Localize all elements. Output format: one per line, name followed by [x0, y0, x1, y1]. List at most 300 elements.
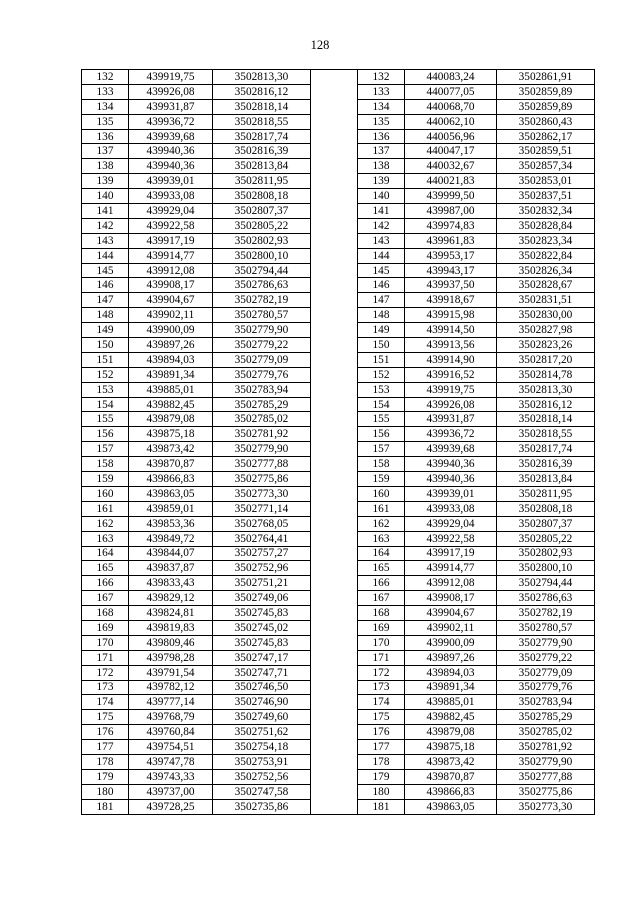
left-point-number-cell: 176	[82, 725, 129, 740]
left-point-number-cell: 175	[82, 710, 129, 725]
left-coordinate-y-cell: 3502779,90	[213, 442, 311, 457]
column-separator	[311, 665, 358, 680]
left-point-number-cell: 153	[82, 382, 129, 397]
table-row	[82, 233, 595, 248]
right-coordinate-x-cell: 439919,75	[405, 382, 497, 397]
right-point-number-cell: 163	[358, 531, 405, 546]
left-point-number-cell: 164	[82, 546, 129, 561]
left-coordinate-x-cell: 439917,19	[129, 233, 213, 248]
table-row	[82, 576, 595, 591]
left-coordinate-x-cell: 439875,18	[129, 427, 213, 442]
left-point-number-cell: 144	[82, 248, 129, 263]
left-coordinate-x-cell: 439798,28	[129, 650, 213, 665]
left-point-number-cell: 160	[82, 486, 129, 501]
left-point-number-cell: 165	[82, 561, 129, 576]
right-point-number-cell: 179	[358, 769, 405, 784]
column-separator	[311, 338, 358, 353]
right-coordinate-y-cell: 3502818,14	[497, 412, 595, 427]
table-row	[82, 650, 595, 665]
left-coordinate-y-cell: 3502752,56	[213, 769, 311, 784]
right-coordinate-y-cell: 3502862,17	[497, 129, 595, 144]
left-coordinate-x-cell: 439737,00	[129, 784, 213, 799]
right-point-number-cell: 150	[358, 338, 405, 353]
left-point-number-cell: 172	[82, 665, 129, 680]
column-separator	[311, 84, 358, 99]
left-coordinate-x-cell: 439939,01	[129, 174, 213, 189]
right-point-number-cell: 148	[358, 308, 405, 323]
right-coordinate-y-cell: 3502830,00	[497, 308, 595, 323]
right-coordinate-x-cell: 440021,83	[405, 174, 497, 189]
right-coordinate-y-cell: 3502837,51	[497, 189, 595, 204]
right-coordinate-x-cell: 439870,87	[405, 769, 497, 784]
column-separator	[311, 367, 358, 382]
right-coordinate-x-cell: 439913,56	[405, 338, 497, 353]
table-row	[82, 159, 595, 174]
table-row	[82, 799, 595, 814]
right-coordinate-x-cell: 439999,50	[405, 189, 497, 204]
table-row	[82, 189, 595, 204]
right-coordinate-y-cell: 3502817,20	[497, 352, 595, 367]
left-point-number-cell: 179	[82, 769, 129, 784]
left-coordinate-x-cell: 439908,17	[129, 278, 213, 293]
left-coordinate-x-cell: 439914,77	[129, 248, 213, 263]
left-point-number-cell: 139	[82, 174, 129, 189]
right-coordinate-y-cell: 3502859,51	[497, 144, 595, 159]
left-coordinate-y-cell: 3502813,84	[213, 159, 311, 174]
table-row	[82, 114, 595, 129]
right-point-number-cell: 166	[358, 576, 405, 591]
column-separator	[311, 620, 358, 635]
left-point-number-cell: 154	[82, 397, 129, 412]
column-separator	[311, 248, 358, 263]
right-point-number-cell: 153	[358, 382, 405, 397]
right-coordinate-x-cell: 439917,19	[405, 546, 497, 561]
left-coordinate-x-cell: 439900,09	[129, 323, 213, 338]
table-row	[82, 397, 595, 412]
right-coordinate-y-cell: 3502805,22	[497, 531, 595, 546]
right-coordinate-y-cell: 3502859,89	[497, 84, 595, 99]
column-separator	[311, 323, 358, 338]
left-coordinate-x-cell: 439882,45	[129, 397, 213, 412]
right-coordinate-x-cell: 439914,50	[405, 323, 497, 338]
left-point-number-cell: 162	[82, 516, 129, 531]
column-separator	[311, 204, 358, 219]
left-point-number-cell: 140	[82, 189, 129, 204]
right-point-number-cell: 172	[358, 665, 405, 680]
left-coordinate-x-cell: 439866,83	[129, 472, 213, 487]
right-coordinate-y-cell: 3502857,34	[497, 159, 595, 174]
left-coordinate-y-cell: 3502811,95	[213, 174, 311, 189]
table-row	[82, 591, 595, 606]
left-coordinate-y-cell: 3502751,62	[213, 725, 311, 740]
left-point-number-cell: 137	[82, 144, 129, 159]
left-coordinate-x-cell: 439844,07	[129, 546, 213, 561]
table-row	[82, 308, 595, 323]
column-separator	[311, 486, 358, 501]
left-point-number-cell: 149	[82, 323, 129, 338]
column-separator	[311, 70, 358, 85]
right-coordinate-y-cell: 3502779,90	[497, 635, 595, 650]
left-coordinate-y-cell: 3502745,02	[213, 620, 311, 635]
left-coordinate-y-cell: 3502800,10	[213, 248, 311, 263]
right-coordinate-y-cell: 3502779,76	[497, 680, 595, 695]
left-coordinate-y-cell: 3502745,83	[213, 635, 311, 650]
left-point-number-cell: 178	[82, 754, 129, 769]
left-point-number-cell: 157	[82, 442, 129, 457]
left-point-number-cell: 152	[82, 367, 129, 382]
right-point-number-cell: 181	[358, 799, 405, 814]
right-point-number-cell: 142	[358, 218, 405, 233]
table-row	[82, 606, 595, 621]
left-point-number-cell: 158	[82, 457, 129, 472]
right-coordinate-x-cell: 439926,08	[405, 397, 497, 412]
column-separator	[311, 472, 358, 487]
table-row	[82, 99, 595, 114]
right-coordinate-y-cell: 3502831,51	[497, 293, 595, 308]
right-coordinate-y-cell: 3502783,94	[497, 695, 595, 710]
table-row	[82, 620, 595, 635]
right-point-number-cell: 155	[358, 412, 405, 427]
table-row	[82, 174, 595, 189]
left-coordinate-y-cell: 3502780,57	[213, 308, 311, 323]
column-separator	[311, 457, 358, 472]
table-row	[82, 695, 595, 710]
right-point-number-cell: 167	[358, 591, 405, 606]
left-coordinate-x-cell: 439929,04	[129, 204, 213, 219]
right-point-number-cell: 151	[358, 352, 405, 367]
table-row	[82, 501, 595, 516]
right-coordinate-y-cell: 3502800,10	[497, 561, 595, 576]
column-separator	[311, 382, 358, 397]
right-point-number-cell: 159	[358, 472, 405, 487]
right-coordinate-y-cell: 3502794,44	[497, 576, 595, 591]
right-coordinate-x-cell: 439897,26	[405, 650, 497, 665]
left-coordinate-y-cell: 3502817,74	[213, 129, 311, 144]
table-row	[82, 204, 595, 219]
left-coordinate-y-cell: 3502785,02	[213, 412, 311, 427]
right-coordinate-x-cell: 439908,17	[405, 591, 497, 606]
right-coordinate-x-cell: 439914,90	[405, 352, 497, 367]
right-coordinate-x-cell: 439915,98	[405, 308, 497, 323]
right-coordinate-x-cell: 440068,70	[405, 99, 497, 114]
left-point-number-cell: 156	[82, 427, 129, 442]
column-separator	[311, 412, 358, 427]
table-row	[82, 144, 595, 159]
right-coordinate-x-cell: 439922,58	[405, 531, 497, 546]
right-point-number-cell: 141	[358, 204, 405, 219]
left-coordinate-y-cell: 3502785,29	[213, 397, 311, 412]
right-coordinate-x-cell: 439929,04	[405, 516, 497, 531]
column-separator	[311, 233, 358, 248]
table-row	[82, 338, 595, 353]
left-coordinate-x-cell: 439931,87	[129, 99, 213, 114]
right-point-number-cell: 164	[358, 546, 405, 561]
column-separator	[311, 710, 358, 725]
right-coordinate-x-cell: 439902,11	[405, 620, 497, 635]
column-separator	[311, 680, 358, 695]
table-row	[82, 725, 595, 740]
left-point-number-cell: 159	[82, 472, 129, 487]
right-coordinate-y-cell: 3502777,88	[497, 769, 595, 784]
left-coordinate-y-cell: 3502779,22	[213, 338, 311, 353]
left-coordinate-x-cell: 439782,12	[129, 680, 213, 695]
right-coordinate-x-cell: 439891,34	[405, 680, 497, 695]
right-coordinate-y-cell: 3502816,39	[497, 457, 595, 472]
right-coordinate-y-cell: 3502826,34	[497, 263, 595, 278]
left-coordinate-x-cell: 439777,14	[129, 695, 213, 710]
left-point-number-cell: 151	[82, 352, 129, 367]
right-point-number-cell: 170	[358, 635, 405, 650]
left-point-number-cell: 134	[82, 99, 129, 114]
left-coordinate-x-cell: 439747,78	[129, 754, 213, 769]
table-row	[82, 412, 595, 427]
left-coordinate-y-cell: 3502805,22	[213, 218, 311, 233]
right-coordinate-y-cell: 3502827,98	[497, 323, 595, 338]
left-coordinate-y-cell: 3502757,27	[213, 546, 311, 561]
left-coordinate-x-cell: 439940,36	[129, 159, 213, 174]
left-point-number-cell: 167	[82, 591, 129, 606]
left-coordinate-x-cell: 439940,36	[129, 144, 213, 159]
left-coordinate-x-cell: 439837,87	[129, 561, 213, 576]
right-point-number-cell: 174	[358, 695, 405, 710]
page-number: 128	[310, 38, 330, 52]
right-point-number-cell: 171	[358, 650, 405, 665]
right-point-number-cell: 168	[358, 606, 405, 621]
left-coordinate-x-cell: 439819,83	[129, 620, 213, 635]
left-point-number-cell: 166	[82, 576, 129, 591]
left-point-number-cell: 180	[82, 784, 129, 799]
right-coordinate-y-cell: 3502813,84	[497, 472, 595, 487]
left-coordinate-y-cell: 3502735,86	[213, 799, 311, 814]
column-separator	[311, 159, 358, 174]
left-coordinate-x-cell: 439760,84	[129, 725, 213, 740]
table-row	[82, 278, 595, 293]
right-coordinate-y-cell: 3502782,19	[497, 606, 595, 621]
right-coordinate-y-cell: 3502861,91	[497, 70, 595, 85]
left-coordinate-y-cell: 3502754,18	[213, 740, 311, 755]
right-coordinate-x-cell: 439953,17	[405, 248, 497, 263]
coordinates-table-body	[82, 70, 595, 815]
left-coordinate-y-cell: 3502768,05	[213, 516, 311, 531]
column-separator	[311, 308, 358, 323]
left-coordinate-x-cell: 439897,26	[129, 338, 213, 353]
right-coordinate-x-cell: 439916,52	[405, 367, 497, 382]
right-point-number-cell: 161	[358, 501, 405, 516]
left-coordinate-y-cell: 3502807,37	[213, 204, 311, 219]
left-point-number-cell: 169	[82, 620, 129, 635]
right-coordinate-y-cell: 3502859,89	[497, 99, 595, 114]
right-coordinate-x-cell: 439882,45	[405, 710, 497, 725]
left-point-number-cell: 174	[82, 695, 129, 710]
right-coordinate-x-cell: 439894,03	[405, 665, 497, 680]
left-coordinate-x-cell: 439849,72	[129, 531, 213, 546]
table-row	[82, 293, 595, 308]
left-coordinate-y-cell: 3502802,93	[213, 233, 311, 248]
left-coordinate-x-cell: 439919,75	[129, 70, 213, 85]
column-separator	[311, 561, 358, 576]
column-separator	[311, 546, 358, 561]
right-coordinate-x-cell: 439863,05	[405, 799, 497, 814]
column-separator	[311, 99, 358, 114]
table-row	[82, 486, 595, 501]
column-separator	[311, 754, 358, 769]
right-coordinate-y-cell: 3502813,30	[497, 382, 595, 397]
right-point-number-cell: 180	[358, 784, 405, 799]
table-row	[82, 769, 595, 784]
right-point-number-cell: 156	[358, 427, 405, 442]
column-separator	[311, 442, 358, 457]
right-coordinate-x-cell: 439875,18	[405, 740, 497, 755]
table-row	[82, 754, 595, 769]
left-coordinate-y-cell: 3502813,30	[213, 70, 311, 85]
table-row	[82, 382, 595, 397]
left-coordinate-x-cell: 439728,25	[129, 799, 213, 814]
left-coordinate-x-cell: 439904,67	[129, 293, 213, 308]
left-coordinate-y-cell: 3502779,90	[213, 323, 311, 338]
right-coordinate-y-cell: 3502779,09	[497, 665, 595, 680]
right-coordinate-x-cell: 439987,00	[405, 204, 497, 219]
left-coordinate-y-cell: 3502779,09	[213, 352, 311, 367]
left-coordinate-y-cell: 3502747,71	[213, 665, 311, 680]
right-coordinate-x-cell: 439873,42	[405, 754, 497, 769]
right-point-number-cell: 147	[358, 293, 405, 308]
right-point-number-cell: 154	[358, 397, 405, 412]
right-point-number-cell: 139	[358, 174, 405, 189]
right-coordinate-y-cell: 3502822,84	[497, 248, 595, 263]
right-coordinate-x-cell: 440056,96	[405, 129, 497, 144]
left-point-number-cell: 173	[82, 680, 129, 695]
right-coordinate-y-cell: 3502779,90	[497, 754, 595, 769]
right-point-number-cell: 136	[358, 129, 405, 144]
right-point-number-cell: 133	[358, 84, 405, 99]
right-point-number-cell: 173	[358, 680, 405, 695]
right-coordinate-x-cell: 439961,83	[405, 233, 497, 248]
table-row	[82, 70, 595, 85]
right-point-number-cell: 146	[358, 278, 405, 293]
right-point-number-cell: 143	[358, 233, 405, 248]
column-separator	[311, 784, 358, 799]
table-row	[82, 323, 595, 338]
left-coordinate-x-cell: 439809,46	[129, 635, 213, 650]
column-separator	[311, 427, 358, 442]
column-separator	[311, 591, 358, 606]
right-point-number-cell: 160	[358, 486, 405, 501]
left-coordinate-y-cell: 3502752,96	[213, 561, 311, 576]
right-coordinate-x-cell: 439912,08	[405, 576, 497, 591]
table-row	[82, 531, 595, 546]
right-coordinate-y-cell: 3502785,29	[497, 710, 595, 725]
left-coordinate-y-cell: 3502749,60	[213, 710, 311, 725]
left-coordinate-x-cell: 439870,87	[129, 457, 213, 472]
right-point-number-cell: 175	[358, 710, 405, 725]
table-row	[82, 263, 595, 278]
column-separator	[311, 129, 358, 144]
right-coordinate-x-cell: 440062,10	[405, 114, 497, 129]
left-coordinate-x-cell: 439891,34	[129, 367, 213, 382]
right-coordinate-y-cell: 3502802,93	[497, 546, 595, 561]
column-separator	[311, 740, 358, 755]
right-point-number-cell: 145	[358, 263, 405, 278]
left-point-number-cell: 168	[82, 606, 129, 621]
table-row	[82, 352, 595, 367]
left-coordinate-x-cell: 439912,08	[129, 263, 213, 278]
right-point-number-cell: 162	[358, 516, 405, 531]
left-coordinate-x-cell: 439922,58	[129, 218, 213, 233]
left-coordinate-y-cell: 3502747,58	[213, 784, 311, 799]
left-coordinate-x-cell: 439768,79	[129, 710, 213, 725]
right-coordinate-x-cell: 439933,08	[405, 501, 497, 516]
table-row	[82, 546, 595, 561]
right-coordinate-x-cell: 439879,08	[405, 725, 497, 740]
table-row	[82, 129, 595, 144]
left-coordinate-x-cell: 439926,08	[129, 84, 213, 99]
column-separator	[311, 725, 358, 740]
left-coordinate-y-cell: 3502771,14	[213, 501, 311, 516]
left-point-number-cell: 145	[82, 263, 129, 278]
column-separator	[311, 635, 358, 650]
table-row	[82, 457, 595, 472]
right-coordinate-x-cell: 440077,05	[405, 84, 497, 99]
left-coordinate-y-cell: 3502818,14	[213, 99, 311, 114]
right-coordinate-y-cell: 3502779,22	[497, 650, 595, 665]
left-coordinate-x-cell: 439829,12	[129, 591, 213, 606]
left-coordinate-y-cell: 3502808,18	[213, 189, 311, 204]
right-coordinate-y-cell: 3502773,30	[497, 799, 595, 814]
right-coordinate-y-cell: 3502808,18	[497, 501, 595, 516]
column-separator	[311, 501, 358, 516]
left-coordinate-x-cell: 439939,68	[129, 129, 213, 144]
right-coordinate-x-cell: 439936,72	[405, 427, 497, 442]
left-coordinate-y-cell: 3502783,94	[213, 382, 311, 397]
right-point-number-cell: 152	[358, 367, 405, 382]
left-coordinate-x-cell: 439743,33	[129, 769, 213, 784]
left-coordinate-y-cell: 3502775,86	[213, 472, 311, 487]
column-separator	[311, 352, 358, 367]
column-separator	[311, 397, 358, 412]
column-separator	[311, 218, 358, 233]
right-coordinate-y-cell: 3502818,55	[497, 427, 595, 442]
right-coordinate-x-cell: 440032,67	[405, 159, 497, 174]
right-coordinate-x-cell: 439900,09	[405, 635, 497, 650]
right-coordinate-y-cell: 3502823,34	[497, 233, 595, 248]
left-coordinate-x-cell: 439885,01	[129, 382, 213, 397]
left-point-number-cell: 150	[82, 338, 129, 353]
left-point-number-cell: 181	[82, 799, 129, 814]
right-coordinate-x-cell: 439904,67	[405, 606, 497, 621]
right-point-number-cell: 140	[358, 189, 405, 204]
right-coordinate-y-cell: 3502785,02	[497, 725, 595, 740]
column-separator	[311, 799, 358, 814]
right-point-number-cell: 144	[358, 248, 405, 263]
left-coordinate-y-cell: 3502747,17	[213, 650, 311, 665]
right-coordinate-x-cell: 440047,17	[405, 144, 497, 159]
left-coordinate-y-cell: 3502751,21	[213, 576, 311, 591]
right-point-number-cell: 177	[358, 740, 405, 755]
left-coordinate-x-cell: 439833,43	[129, 576, 213, 591]
table-row	[82, 516, 595, 531]
left-point-number-cell: 161	[82, 501, 129, 516]
right-point-number-cell: 178	[358, 754, 405, 769]
right-point-number-cell: 137	[358, 144, 405, 159]
right-point-number-cell: 157	[358, 442, 405, 457]
right-coordinate-y-cell: 3502828,84	[497, 218, 595, 233]
left-point-number-cell: 171	[82, 650, 129, 665]
table-row	[82, 367, 595, 382]
right-coordinate-y-cell: 3502775,86	[497, 784, 595, 799]
table-row	[82, 561, 595, 576]
left-coordinate-y-cell: 3502818,55	[213, 114, 311, 129]
table-row	[82, 442, 595, 457]
